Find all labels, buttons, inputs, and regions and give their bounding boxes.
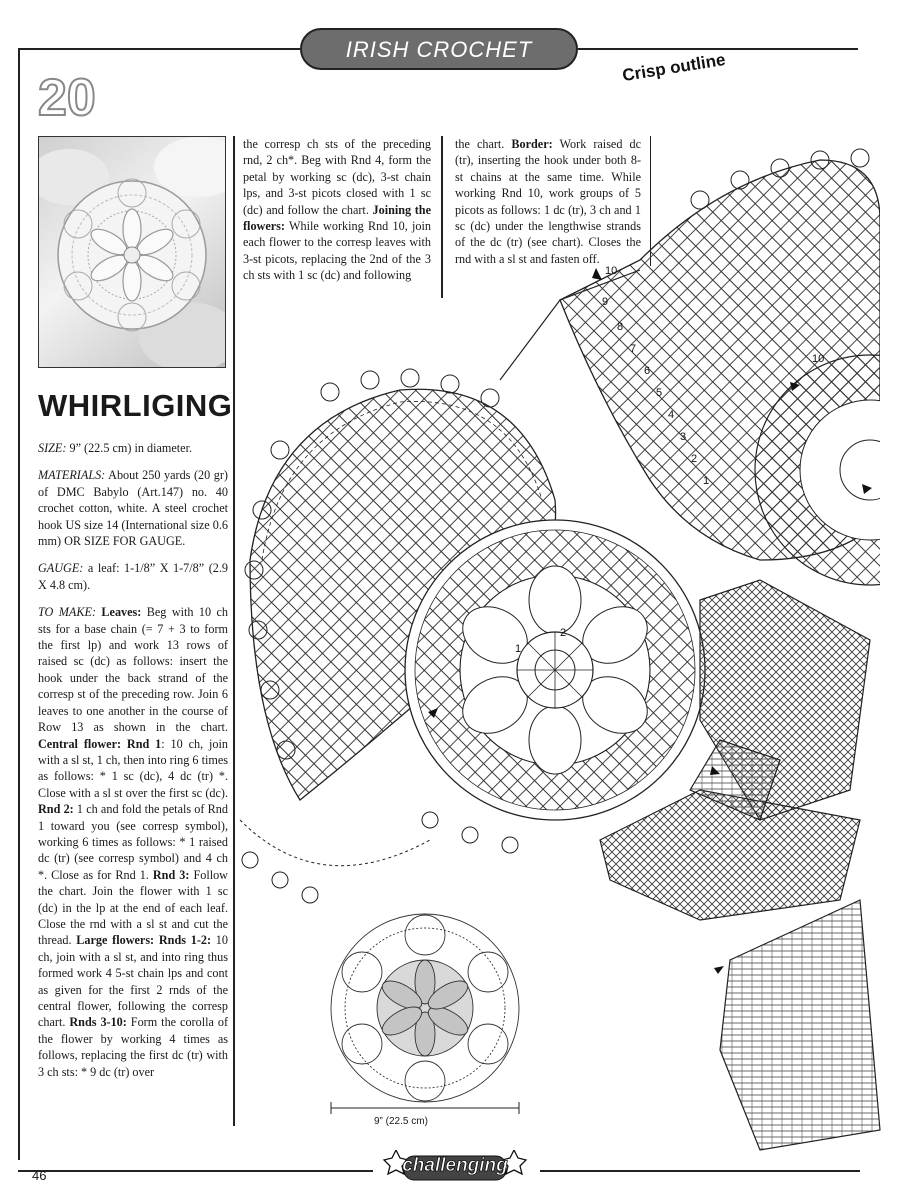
round-label-4: 4 <box>668 409 675 421</box>
leaves-text: Beg with 10 ch sts for a base chain (= 7 + 3 to form the first lp) and work 13 rows of raised sc (dc) as follows: insert the hook under the back strand of the corresp st of the preceding row. Join 6 leaves to one another in the course of Row 13 as shown in the chart. <box>38 605 228 735</box>
chart-ref-text: the chart. <box>455 137 505 151</box>
gauge-text: a leaf: 1-1/8” X 1-7/8” (2.9 X 4.8 cm). <box>38 561 228 592</box>
dimension-label: 9” (22.5 cm) <box>374 1116 428 1127</box>
gauge-label: GAUGE: <box>38 561 84 576</box>
round-label-3: 3 <box>680 431 687 443</box>
difficulty-badge <box>380 1150 530 1184</box>
round-label-7: 7 <box>630 343 637 355</box>
dimension-line <box>331 1102 519 1114</box>
large-flowers-label: Large flowers: Rnds 1-2: <box>71 933 212 948</box>
round-label-5: 5 <box>656 387 663 399</box>
center-label-2: 2 <box>560 627 567 639</box>
materials-text: About 250 yards (20 gr) of DMC Babylo (Art.147) no. 40 crochet cotton, white. A steel crochet hook US size 14 (International size 0.6 mm) OR SIZE FOR GAUGE. <box>38 468 228 549</box>
central-flower <box>405 520 705 820</box>
materials-label: MATERIALS: <box>38 468 106 483</box>
size-text: 9” (22.5 cm) in diameter. <box>66 441 192 455</box>
round-label-10: 10 <box>605 265 618 277</box>
joining-text: While working Rnd 10, join each flower to the corresp leaves with 3-st picots, replacing the 2nd of the 3 ch sts with 1 sc (dc) and following <box>243 219 431 283</box>
rnd2-text: 1 ch and fold the petals of Rnd 1 toward you (see corresp symbol), working 6 times as follows: * 1 raised dc (tr) (see corresp symbol) and 4 ch *. Close as for Rnd 1. <box>38 802 228 882</box>
section-title: IRISH CROCHET <box>345 37 533 62</box>
size-label: SIZE: <box>38 441 67 455</box>
joining-label: Joining the flowers: <box>243 202 431 234</box>
round-label-2: 2 <box>691 453 698 465</box>
page-number: 46 <box>32 1168 47 1183</box>
round-label-6: 6 <box>644 365 651 377</box>
footer-rule-right <box>540 1170 860 1172</box>
central-flower-text: : 10 ch, join with a sl st, 1 ch, then into ring 6 times as follows: * 1 sc (dc), 4 dc (tr) *. Close with a sl st over the first sc (dc). <box>38 736 228 800</box>
rnd3-text: Follow the chart. Join the flower with 1 sc (dc) in the lp at the end of each leaf. Close the rnd with a sl st and cut the thread. <box>38 867 228 948</box>
rnds-3-10-text: Form the corolla of the flower by working 4 times as follows, replacing the first dc (tr) with 3 ch sts: * 9 dc (tr) over <box>38 1015 228 1079</box>
border-label: Border: <box>504 137 553 151</box>
difficulty-label: challenging <box>402 1155 508 1176</box>
leaves-label: Leaves: <box>96 605 142 620</box>
to-make-label: TO MAKE: <box>38 605 96 620</box>
right-flower-label-10: 10 <box>812 353 825 365</box>
round-label-8: 8 <box>617 321 624 333</box>
rnd2-label: Rnd 2: <box>38 802 74 817</box>
pattern-title: WHIRLIGING <box>38 388 233 423</box>
footer-rule-left <box>18 1170 373 1172</box>
center-label-1: 1 <box>515 643 522 655</box>
round-label-9: 9 <box>602 296 609 308</box>
style-tag: Crisp outline <box>621 49 727 86</box>
pattern-number: 20 <box>38 69 96 127</box>
border-text: Work raised dc (tr), inserting the hook under both 8-st chains at the same time. While working Rnd 10, work groups of 5 picots as follows: 1 dc (tr), 3 ch and 1 sc (dc) under the lengthwise strands of the dc (tr) (see chart). Closes the rnd with a sl st and fasten off. <box>455 137 641 266</box>
petal-text: the corresp ch sts of the preceding rnd, 2 ch*. Beg with Rnd 4, form the petal by working sc (dc), 3-st chain lps, and 3-st picots closed with 1 sc (dc) and follow the chart. <box>243 137 431 217</box>
border-picots <box>240 812 518 903</box>
round-label-1: 1 <box>703 475 710 487</box>
overview-chart <box>331 914 519 1102</box>
rnd3-label: Rnd 3: <box>148 867 190 882</box>
rnds-3-10-label: Rnds 3-10: <box>65 1015 127 1030</box>
central-flower-label: Central flower: Rnd 1 <box>38 736 162 751</box>
large-flowers-text: 10 ch, join with a sl st, and into ring thus formed work 4 5-st chain lps and cont as given for the first 2 rnds of the central flower, following the corresp chart. <box>38 933 228 1030</box>
